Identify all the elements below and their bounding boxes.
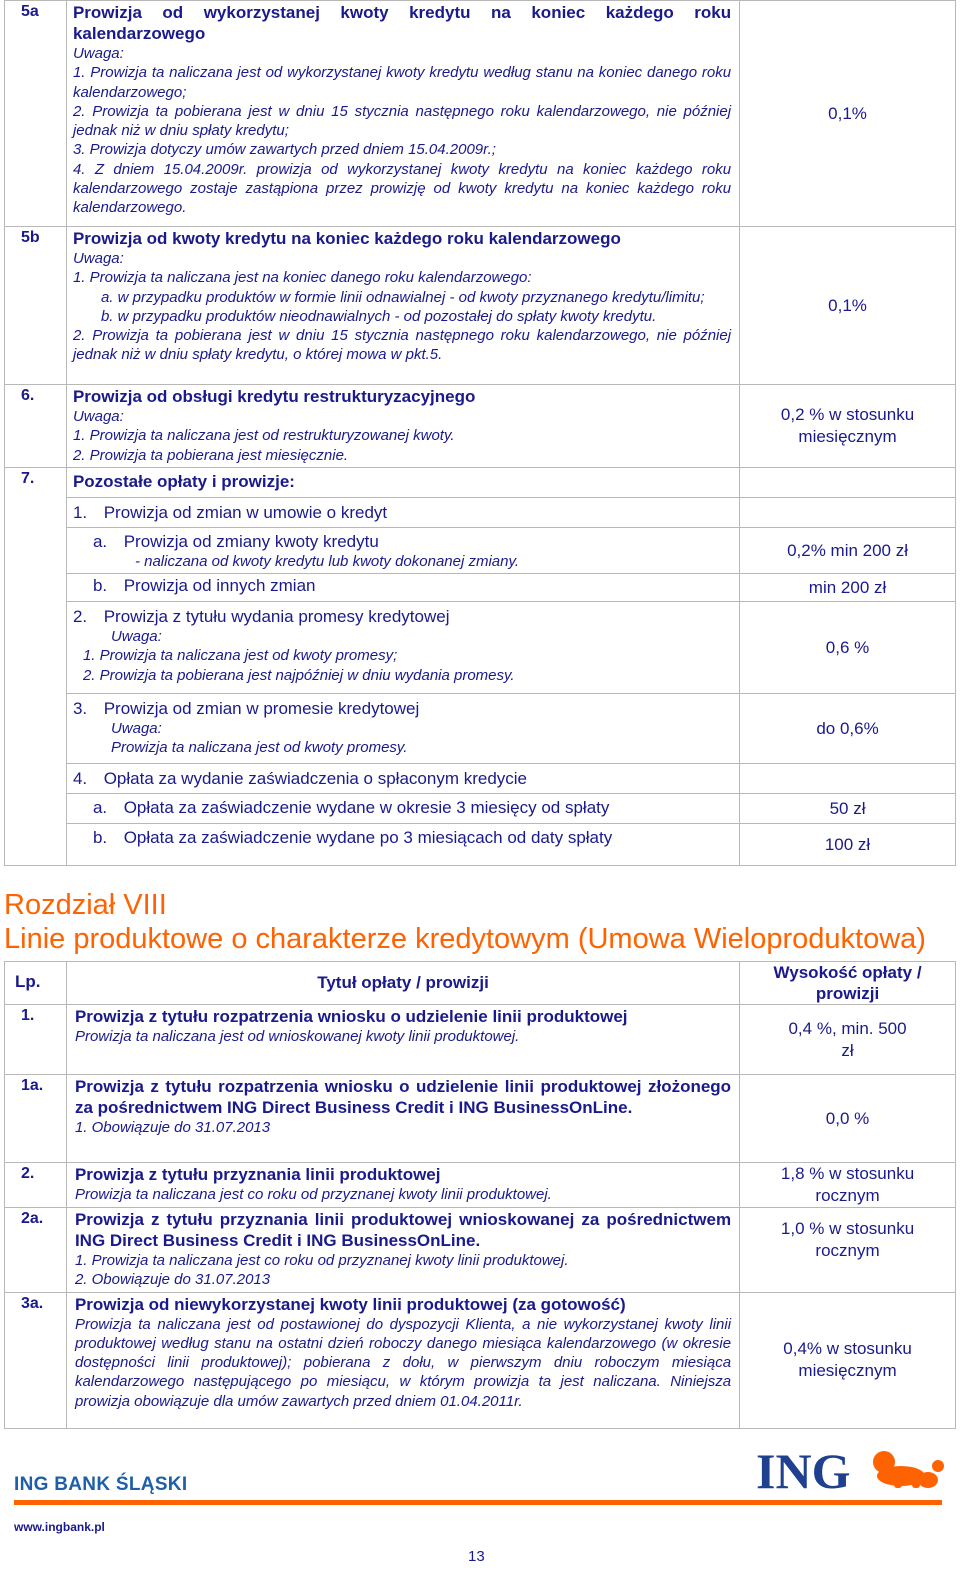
chapter-title: Linie produktowe o charakterze kredytowym (Umowa Wieloproduktowa) xyxy=(4,923,926,955)
fee-value: 0,2 % w stosunku miesięcznym xyxy=(740,385,956,468)
item-title: Opłata za zaświadczenie wydane po 3 miesiącach od daty spłaty xyxy=(123,828,613,848)
item-title: Prowizja od innych zmian xyxy=(123,576,316,596)
row-number: 2a. xyxy=(5,1208,67,1293)
item-number: 3. xyxy=(72,699,88,719)
note-item: a. w przypadku produktów w formie linii odnawialnej - od kwoty przyznanego kredytu/limitu; xyxy=(100,288,705,306)
table-row xyxy=(5,1292,956,1428)
row-title: Prowizja od obsługi kredytu restrukturyzacyjnego xyxy=(72,387,476,406)
row-title: Pozostałe opłaty i prowizje: xyxy=(72,471,295,491)
note-item: 1. Obowiązuje do 31.07.2013 xyxy=(74,1119,271,1136)
ing-logo xyxy=(756,1440,946,1501)
sub-item xyxy=(66,497,739,527)
row-title: Prowizja z tytułu przyznania linii produktowej wnioskowanej za pośrednictwem ING Direct Business Credit i ING BusinessOnLine. xyxy=(74,1210,732,1250)
item-title: Prowizja od zmian w promesie kredytowej xyxy=(103,699,420,719)
table-row xyxy=(5,694,956,764)
note-item: Prowizja ta naliczana jest od kwoty promesy. xyxy=(110,739,408,757)
item-number: 4. xyxy=(72,769,88,789)
item-title: Opłata za zaświadczenie wydane w okresie 3 miesięcy od spłaty xyxy=(123,798,610,818)
table-row xyxy=(5,764,956,794)
table-row xyxy=(5,1005,956,1075)
note-item: 2. Prowizja ta pobierana jest miesięcznie. xyxy=(72,446,349,464)
row-title: Prowizja z tytułu przyznania linii produktowej xyxy=(74,1165,441,1184)
row-number: 3a. xyxy=(5,1292,67,1428)
row-description xyxy=(66,1005,739,1075)
row-number: 7. xyxy=(5,467,67,865)
row-title: Prowizja od niewykorzystanej kwoty linii produktowej (za gotowość) xyxy=(74,1294,626,1314)
note-item: 1. Prowizja ta naliczana jest od kwoty promesy; xyxy=(82,647,398,665)
fee-value: 0,4% w stosunku miesięcznym xyxy=(740,1292,956,1428)
chapter-number: Rozdział VIII xyxy=(4,889,167,921)
note-item: 1. Prowizja ta naliczana jest od wykorzystanej kwoty kredytu według stanu na koniec danego roku kalendarzowego; xyxy=(72,64,732,101)
note-label: Uwaga: xyxy=(72,408,124,425)
header-lp: Lp. xyxy=(5,962,67,1005)
sub-item xyxy=(66,824,739,866)
table-row xyxy=(5,1208,956,1293)
row-number: 2. xyxy=(5,1163,67,1208)
table-row xyxy=(5,227,956,385)
website-link: www.ingbank.pl xyxy=(14,1520,105,1534)
row-title: Prowizja z tytułu rozpatrzenia wniosku o udzielenie linii produktowej złożonego za pośrednictwem ING Direct Business Credit i ING BusinessOnLine. xyxy=(74,1077,732,1117)
header-fee: Wysokość opłaty / prowizji xyxy=(740,962,956,1005)
note-label: Uwaga: xyxy=(110,628,162,646)
row-number: 1a. xyxy=(5,1075,67,1163)
row-number: 1. xyxy=(5,1005,67,1075)
sub-item xyxy=(66,574,739,602)
row-description xyxy=(66,385,739,468)
table-row xyxy=(5,1075,956,1163)
note-label: Uwaga: xyxy=(72,45,124,62)
note-item: 2. Obowiązuje do 31.07.2013 xyxy=(74,1271,271,1289)
fee-value: 50 zł xyxy=(740,794,956,824)
note-item: 1. Prowizja ta naliczana jest od restrukturyzowanej kwoty. xyxy=(72,427,455,445)
table-row xyxy=(5,602,956,694)
note-item: 4. Z dniem 15.04.2009r. prowizja od wykorzystanej kwoty kredytu na koniec każdego roku kalendarzowego zostaje zastąpiona przez prowizję od kwoty kredytu na koniec każdego roku kalendarzowego. xyxy=(72,160,732,217)
item-title: Prowizja z tytułu wydania promesy kredytowej xyxy=(103,607,450,627)
table-row xyxy=(5,824,956,866)
header-title: Tytuł opłaty / prowizji xyxy=(66,962,739,1005)
fees-table-top xyxy=(4,0,956,866)
table-row xyxy=(5,527,956,573)
note-item: 3. Prowizja dotyczy umów zawartych przed dniem 15.04.2009r.; xyxy=(72,141,496,159)
fee-value: 0,0 % xyxy=(740,1075,956,1163)
item-letter: a. xyxy=(92,798,108,818)
lion-icon xyxy=(873,1451,944,1488)
row-description xyxy=(66,227,739,385)
fee-value: 1,8 % w stosunku rocznym xyxy=(740,1163,956,1208)
table-row xyxy=(5,574,956,602)
row-description xyxy=(66,1292,739,1428)
row-number: 6. xyxy=(5,385,67,468)
fee-value: min 200 zł xyxy=(740,574,956,602)
row-description xyxy=(66,1208,739,1293)
fee-cell-empty xyxy=(740,764,956,794)
sub-item xyxy=(66,694,739,764)
fee-value: 0,4 %, min. 500 zł xyxy=(740,1005,956,1075)
sub-item xyxy=(66,602,739,694)
fee-cell-empty xyxy=(740,467,956,497)
fee-value: 0,1% xyxy=(740,1,956,227)
row-title: Prowizja od wykorzystanej kwoty kredytu na koniec każdego roku kalendarzowego xyxy=(72,3,732,43)
row-description xyxy=(66,1163,739,1208)
fee-cell-empty xyxy=(740,497,956,527)
item-number: 2. xyxy=(72,607,88,627)
note-item: 1. Prowizja ta naliczana jest co roku od przyznanej kwoty linii produktowej. xyxy=(74,1252,569,1269)
table-row xyxy=(5,794,956,824)
note-item: Prowizja ta naliczana jest co roku od przyznanej kwoty linii produktowej. xyxy=(74,1186,552,1203)
item-title: Prowizja od zmiany kwoty kredytu xyxy=(123,531,379,551)
table-row xyxy=(5,1163,956,1208)
ing-logo-text: ING xyxy=(756,1443,851,1496)
row-description xyxy=(66,467,739,497)
row-number: 5a xyxy=(5,1,67,227)
note-label: Uwaga: xyxy=(72,250,124,267)
row-title: Prowizja od kwoty kredytu na koniec każdego roku kalendarzowego xyxy=(72,229,621,248)
note-item: Prowizja ta naliczana jest od wnioskowanej kwoty linii produktowej. xyxy=(74,1028,520,1045)
fee-value: 0,6 % xyxy=(740,602,956,694)
page-number: 13 xyxy=(468,1548,485,1565)
row-title: Prowizja z tytułu rozpatrzenia wniosku o udzielenie linii produktowej xyxy=(74,1007,628,1026)
sub-item xyxy=(66,527,739,573)
note-item: b. w przypadku produktów nieodnawialnych - od pozostałej do spłaty kwoty kredytu. xyxy=(100,307,657,325)
item-letter: a. xyxy=(92,531,108,551)
table-row xyxy=(5,467,956,497)
note-item: Prowizja ta naliczana jest od postawionej do dyspozycji Klienta, a nie wykorzystanej kwoty linii produktowej według stanu na ostatni dzień roboczy danego miesiąca kalendarzowego (w okresie dostępności linii produktowej); pobierana z dołu, w pierwszym dniu roboczym miesiąca kalendarzowego następującego po miesiącu, w którym prowizja ta jest naliczana. Niniejsza prowizja obowiązuje dla umów zawartych przed dniem 01.04.2011r. xyxy=(74,1315,732,1410)
note-item: 2. Prowizja ta pobierana jest w dniu 15 stycznia następnego roku kalendarzowego, nie później jednak niż w dniu spłaty kredytu; xyxy=(72,102,732,140)
fees-table-bottom xyxy=(4,961,956,1429)
table-header-row xyxy=(5,962,956,1005)
row-description xyxy=(66,1,739,227)
sub-item xyxy=(66,794,739,824)
note-item: - naliczana od kwoty kredytu lub kwoty dokonanej zmiany. xyxy=(134,552,520,570)
row-number: 5b xyxy=(5,227,67,385)
ing-lion-logo-icon xyxy=(756,1440,946,1496)
bank-name-logo: ING BANK ŚLĄSKI xyxy=(14,1474,188,1495)
fee-value: do 0,6% xyxy=(740,694,956,764)
table-row xyxy=(5,385,956,468)
item-letter: b. xyxy=(92,576,108,596)
item-letter: b. xyxy=(92,828,108,848)
note-label: Uwaga: xyxy=(110,720,162,738)
fee-value: 0,2% min 200 zł xyxy=(740,527,956,573)
fee-value: 0,1% xyxy=(740,227,956,385)
sub-item xyxy=(66,764,739,794)
fee-value: 100 zł xyxy=(740,824,956,866)
note-item: 2. Prowizja ta pobierana jest w dniu 15 stycznia następnego roku kalendarzowego, nie później jednak niż w dniu spłaty kredytu, o której mowa w pkt.5. xyxy=(72,327,732,364)
item-number: 1. xyxy=(72,502,88,522)
fee-value: 1,0 % w stosunku rocznym xyxy=(740,1208,956,1293)
item-title: Opłata za wydanie zaświadczenia o spłaconym kredycie xyxy=(103,769,528,789)
table-row xyxy=(5,1,956,227)
note-item: 1. Prowizja ta naliczana jest na koniec danego roku kalendarzowego: xyxy=(72,269,532,287)
note-item: 2. Prowizja ta pobierana jest najpóźniej w dniu wydania promesy. xyxy=(82,666,515,684)
table-row xyxy=(5,497,956,527)
row-description xyxy=(66,1075,739,1163)
item-title: Prowizja od zmian w umowie o kredyt xyxy=(103,502,388,522)
